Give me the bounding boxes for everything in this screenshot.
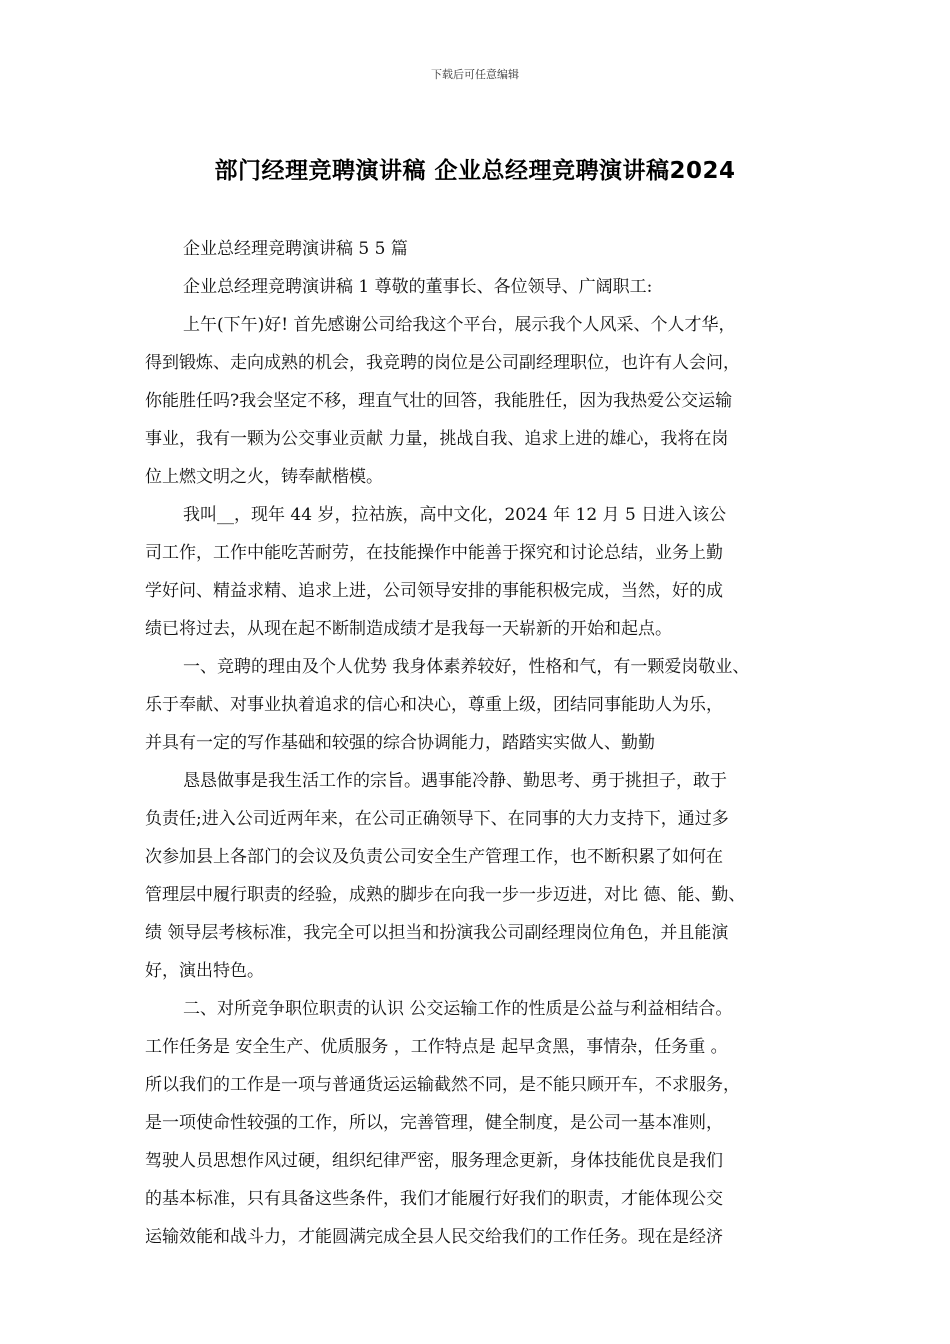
text-line: 所以我们的工作是一项与普通货运运输截然不同，是不能只顾开车，不求服务， [145, 1075, 740, 1095]
document-title: 部门经理竞聘演讲稿 企业总经理竞聘演讲稿2024 [214, 158, 736, 184]
text-line: 的基本标准，只有具备这些条件，我们才能履行好我们的职责，才能体现公交 [145, 1189, 723, 1209]
text-line: 事业，我有一颗为公交事业贡献 力量，挑战自我、追求上进的雄心，我将在岗 [145, 429, 729, 449]
text-line: 我叫__，现年 44 岁，拉祜族，高中文化，2024 年 12 月 5 日进入该公 [183, 505, 727, 525]
text-line: 绩已将过去，从现在起不断制造成绩才是我每一天崭新的开始和起点。 [145, 619, 672, 639]
text-line: 驾驶人员思想作风过硬，组织纪律严密，服务理念更新，身体技能优良是我们 [145, 1151, 723, 1171]
text-line: 得到锻炼、走向成熟的机会，我竞聘的岗位是公司副经理职位，也许有人会问， [145, 353, 740, 373]
text-line: 你能胜任吗?我会坚定不移，理直气壮的回答，我能胜任，因为我热爱公交运输 [145, 391, 733, 411]
text-line: 一、竞聘的理由及个人优势 我身体素养较好，性格和气，有一颗爱岗敬业、 [183, 657, 750, 677]
text-line: 学好问、精益求精、追求上进，公司领导安排的事能积极完成，当然，好的成 [145, 581, 723, 601]
text-line: 好，演出特色。 [145, 961, 264, 981]
text-line: 位上燃文明之火，铸奉献楷模。 [145, 467, 383, 487]
text-line: 负责任;进入公司近两年来，在公司正确领导下、在同事的大力支持下，通过多 [145, 809, 729, 829]
text-line: 工作任务是 安全生产、优质服务 ，工作特点是 起早贪黑，事情杂，任务重 。 [145, 1037, 728, 1057]
text-line: 运输效能和战斗力，才能圆满完成全县人民交给我们的工作任务。现在是经济 [145, 1227, 723, 1247]
text-line: 管理层中履行职责的经验，成熟的脚步在向我一步一步迈进，对比 德、能、勤、 [145, 885, 746, 905]
text-line: 司工作，工作中能吃苦耐劳，在技能操作中能善于探究和讨论总结，业务上勤 [145, 543, 723, 563]
text-line: 恳恳做事是我生活工作的宗旨。遇事能冷静、勤思考、勇于挑担子，敢于 [183, 771, 727, 791]
text-line: 是一项使命性较强的工作，所以，完善管理，健全制度，是公司一基本准则， [145, 1113, 723, 1133]
text-line: 二、对所竞争职位职责的认识 公交运输工作的性质是公益与利益相结合。 [183, 999, 733, 1019]
document-body [145, 230, 825, 1256]
text-line: 乐于奉献、对事业执着追求的信心和决心，尊重上级，团结同事能助人为乐， [145, 695, 723, 715]
text-line: 企业总经理竞聘演讲稿 1 尊敬的董事长、各位领导、广阔职工: [183, 277, 653, 297]
text-line: 绩 领导层考核标准，我完全可以担当和扮演我公司副经理岗位角色，并且能演 [145, 923, 729, 943]
text-line: 并具有一定的写作基础和较强的综合协调能力，踏踏实实做人、勤勤 [145, 733, 655, 753]
text-line: 企业总经理竞聘演讲稿 5 5 篇 [183, 239, 408, 259]
page-header-note: 下载后可任意编辑 [431, 68, 519, 81]
text-line: 次参加县上各部门的会议及负责公司安全生产管理工作，也不断积累了如何在 [145, 847, 723, 867]
text-line: 上午(下午)好! 首先感谢公司给我这个平台，展示我个人风采、个人才华， [183, 315, 736, 335]
